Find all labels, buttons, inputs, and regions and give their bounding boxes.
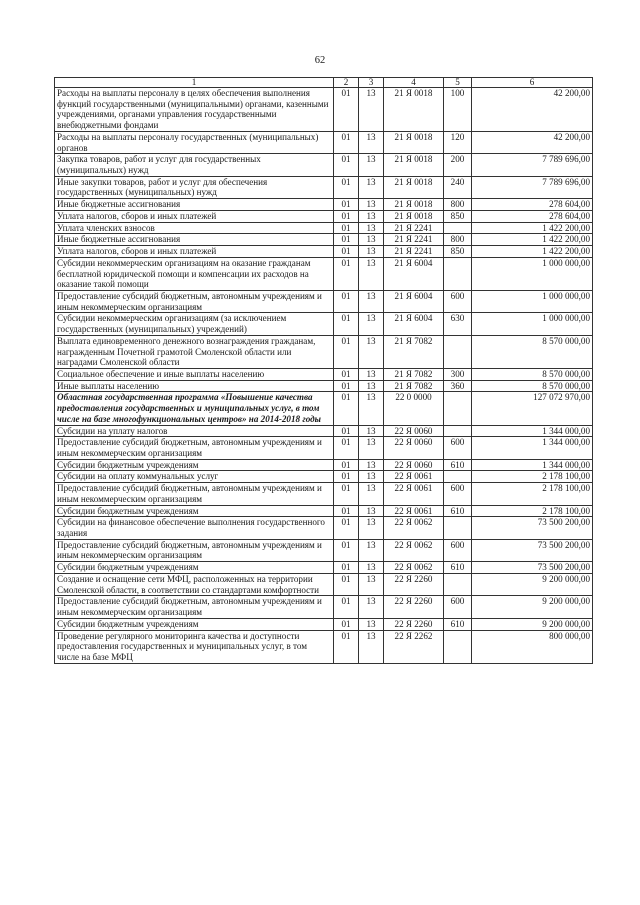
row-expense-type: 800	[444, 234, 472, 246]
row-target-article: 21 Я 0018	[384, 154, 444, 176]
table-row	[55, 539, 593, 561]
table-row	[55, 459, 593, 471]
row-subsection: 13	[359, 131, 384, 153]
table-row	[55, 630, 593, 663]
row-subsection: 13	[359, 257, 384, 290]
row-section: 01	[334, 88, 359, 132]
row-subsection: 13	[359, 210, 384, 222]
row-name: Субсидии на оплату коммунальных услуг	[55, 471, 334, 483]
row-amount: 8 570 000,00	[472, 380, 593, 392]
row-target-article: 22 Я 0061	[384, 471, 444, 483]
row-amount: 1 344 000,00	[472, 459, 593, 471]
row-subsection: 13	[359, 154, 384, 176]
row-amount: 9 200 000,00	[472, 618, 593, 630]
page-number: 62	[314, 55, 326, 66]
row-expense-type: 600	[444, 539, 472, 561]
row-amount: 1 000 000,00	[472, 313, 593, 335]
row-subsection: 13	[359, 234, 384, 246]
row-amount: 42 200,00	[472, 88, 593, 132]
row-name: Иные выплаты населению	[55, 380, 334, 392]
row-section: 01	[334, 505, 359, 517]
row-subsection: 13	[359, 313, 384, 335]
row-amount: 2 178 100,00	[472, 483, 593, 505]
row-target-article: 22 Я 2260	[384, 596, 444, 618]
row-expense-type	[444, 630, 472, 663]
row-target-article: 22 Я 0061	[384, 505, 444, 517]
row-subsection: 13	[359, 246, 384, 258]
row-amount: 42 200,00	[472, 131, 593, 153]
row-section: 01	[334, 234, 359, 246]
row-name: Расходы на выплаты персоналу государственных (муниципальных) органов	[55, 131, 334, 153]
row-name: Выплата единовременного денежного вознаграждения гражданам, награжденным Почетной грамотой Смоленской области или наградами Смоленской области	[55, 335, 334, 368]
row-name: Субсидии на финансовое обеспечение выполнения государственного задания	[55, 517, 334, 539]
row-amount: 9 200 000,00	[472, 573, 593, 595]
row-section: 01	[334, 471, 359, 483]
row-amount: 278 604,00	[472, 199, 593, 211]
row-target-article: 22 Я 0062	[384, 562, 444, 574]
row-expense-type: 120	[444, 131, 472, 153]
table-row	[55, 380, 593, 392]
row-subsection: 13	[359, 573, 384, 595]
row-section: 01	[334, 380, 359, 392]
row-expense-type: 600	[444, 290, 472, 312]
row-target-article: 22 Я 0061	[384, 483, 444, 505]
table-row	[55, 246, 593, 258]
row-amount: 7 789 696,00	[472, 176, 593, 198]
row-target-article: 22 Я 0060	[384, 459, 444, 471]
row-subsection: 13	[359, 425, 384, 437]
row-target-article: 21 Я 0018	[384, 176, 444, 198]
table-row	[55, 234, 593, 246]
row-amount: 1 422 200,00	[472, 246, 593, 258]
row-name: Проведение регулярного мониторинга качества и доступности предоставления государственных и муниципальных услуг, в том числе на базе МФЦ	[55, 630, 334, 663]
row-expense-type: 100	[444, 88, 472, 132]
row-subsection: 13	[359, 437, 384, 459]
row-target-article: 22 Я 0060	[384, 437, 444, 459]
row-name: Предоставление субсидий бюджетным, автономным учреждениям и иным некоммерческим организациям	[55, 539, 334, 561]
row-subsection: 13	[359, 539, 384, 561]
table-row	[55, 88, 593, 132]
table-row	[55, 290, 593, 312]
row-target-article: 21 Я 2241	[384, 222, 444, 234]
table-row	[55, 425, 593, 437]
row-amount: 1 000 000,00	[472, 290, 593, 312]
table-row	[55, 368, 593, 380]
row-section: 01	[334, 335, 359, 368]
row-name: Уплата налогов, сборов и иных платежей	[55, 210, 334, 222]
table-row	[55, 618, 593, 630]
row-expense-type	[444, 257, 472, 290]
row-amount: 1 344 000,00	[472, 425, 593, 437]
row-subsection: 13	[359, 176, 384, 198]
row-amount: 800 000,00	[472, 630, 593, 663]
row-section: 01	[334, 459, 359, 471]
row-expense-type: 610	[444, 618, 472, 630]
table-row	[55, 483, 593, 505]
row-name: Субсидии бюджетным учреждениям	[55, 459, 334, 471]
row-section: 01	[334, 313, 359, 335]
row-name: Иные бюджетные ассигнования	[55, 199, 334, 211]
row-expense-type: 850	[444, 210, 472, 222]
row-name: Субсидии бюджетным учреждениям	[55, 618, 334, 630]
row-amount: 2 178 100,00	[472, 505, 593, 517]
row-expense-type	[444, 392, 472, 425]
row-section: 01	[334, 246, 359, 258]
row-expense-type: 240	[444, 176, 472, 198]
row-amount: 8 570 000,00	[472, 335, 593, 368]
row-section: 01	[334, 483, 359, 505]
row-name: Субсидии некоммерческим организациям (за исключением государственных (муниципальных) учреждений)	[55, 313, 334, 335]
table-row	[55, 176, 593, 198]
row-section: 01	[334, 199, 359, 211]
row-name: Субсидии бюджетным учреждениям	[55, 505, 334, 517]
row-section: 01	[334, 131, 359, 153]
row-section: 01	[334, 630, 359, 663]
row-subsection: 13	[359, 505, 384, 517]
row-subsection: 13	[359, 459, 384, 471]
row-target-article: 22 0 0000	[384, 392, 444, 425]
row-expense-type: 360	[444, 380, 472, 392]
row-expense-type	[444, 471, 472, 483]
row-amount: 73 500 200,00	[472, 517, 593, 539]
table-row	[55, 154, 593, 176]
row-section: 01	[334, 222, 359, 234]
table-row	[55, 222, 593, 234]
row-target-article: 21 Я 6004	[384, 257, 444, 290]
row-target-article: 21 Я 7082	[384, 380, 444, 392]
row-amount: 1 422 200,00	[472, 234, 593, 246]
row-section: 01	[334, 517, 359, 539]
table-header	[55, 78, 593, 88]
row-expense-type	[444, 573, 472, 595]
row-target-article: 21 Я 2241	[384, 234, 444, 246]
row-section: 01	[334, 176, 359, 198]
table-row	[55, 437, 593, 459]
row-amount: 1 344 000,00	[472, 437, 593, 459]
table-row	[55, 392, 593, 425]
row-expense-type: 630	[444, 313, 472, 335]
table-row	[55, 573, 593, 595]
header-cell-target-article: 4	[384, 78, 444, 88]
row-target-article: 21 Я 0018	[384, 131, 444, 153]
row-name: Уплата налогов, сборов и иных платежей	[55, 246, 334, 258]
row-section: 01	[334, 618, 359, 630]
row-name: Предоставление субсидий бюджетным, автономным учреждениям и иным некоммерческим организациям	[55, 596, 334, 618]
row-target-article: 21 Я 6004	[384, 313, 444, 335]
row-amount: 7 789 696,00	[472, 154, 593, 176]
row-expense-type: 200	[444, 154, 472, 176]
row-target-article: 21 Я 7082	[384, 335, 444, 368]
row-expense-type: 850	[444, 246, 472, 258]
row-amount: 73 500 200,00	[472, 562, 593, 574]
row-section: 01	[334, 392, 359, 425]
row-name: Закупка товаров, работ и услуг для государственных (муниципальных) нужд	[55, 154, 334, 176]
row-name: Социальное обеспечение и иные выплаты населению	[55, 368, 334, 380]
row-target-article: 22 Я 2260	[384, 618, 444, 630]
row-target-article: 21 Я 0018	[384, 210, 444, 222]
row-target-article: 21 Я 6004	[384, 290, 444, 312]
table-row	[55, 517, 593, 539]
row-amount: 73 500 200,00	[472, 539, 593, 561]
row-subsection: 13	[359, 335, 384, 368]
row-target-article: 21 Я 7082	[384, 368, 444, 380]
row-subsection: 13	[359, 517, 384, 539]
row-subsection: 13	[359, 483, 384, 505]
row-section: 01	[334, 257, 359, 290]
row-expense-type	[444, 425, 472, 437]
row-expense-type	[444, 335, 472, 368]
row-name: Субсидии некоммерческим организациям на оказание гражданам бесплатной юридической помощи и компенсации их расходов на оказание такой помощи	[55, 257, 334, 290]
row-section: 01	[334, 539, 359, 561]
row-amount: 2 178 100,00	[472, 471, 593, 483]
row-subsection: 13	[359, 618, 384, 630]
header-cell-amount: 6	[472, 78, 593, 88]
row-subsection: 13	[359, 368, 384, 380]
row-section: 01	[334, 596, 359, 618]
header-cell-name: 1	[55, 78, 334, 88]
table-body	[55, 88, 593, 664]
row-expense-type: 610	[444, 505, 472, 517]
row-subsection: 13	[359, 290, 384, 312]
table-row	[55, 596, 593, 618]
row-subsection: 13	[359, 392, 384, 425]
table-row	[55, 562, 593, 574]
row-target-article: 22 Я 0062	[384, 539, 444, 561]
row-target-article: 22 Я 0060	[384, 425, 444, 437]
row-name: Расходы на выплаты персоналу в целях обеспечения выполнения функций государственными (муниципальными) органами, казенными учреждениями, органами управления государственными внебюджетными фондами	[55, 88, 334, 132]
row-target-article: 21 Я 0018	[384, 88, 444, 132]
row-amount: 127 072 970,00	[472, 392, 593, 425]
row-name: Иные закупки товаров, работ и услуг для обеспечения государственных (муниципальных) нужд	[55, 176, 334, 198]
row-expense-type: 610	[444, 459, 472, 471]
row-amount: 8 570 000,00	[472, 368, 593, 380]
header-cell-subsection: 3	[359, 78, 384, 88]
row-expense-type: 600	[444, 596, 472, 618]
budget-table	[54, 77, 593, 664]
row-section: 01	[334, 210, 359, 222]
row-expense-type: 300	[444, 368, 472, 380]
row-section: 01	[334, 562, 359, 574]
row-subsection: 13	[359, 630, 384, 663]
header-cell-section: 2	[334, 78, 359, 88]
table-row	[55, 335, 593, 368]
row-expense-type: 600	[444, 483, 472, 505]
row-name: Предоставление субсидий бюджетным, автономным учреждениям и иным некоммерческим организациям	[55, 290, 334, 312]
row-amount: 9 200 000,00	[472, 596, 593, 618]
row-name: Уплата членских взносов	[55, 222, 334, 234]
row-section: 01	[334, 573, 359, 595]
row-section: 01	[334, 368, 359, 380]
row-name: Создание и оснащение сети МФЦ, расположенных на территории Смоленской области, в соответствии со стандартами комфортности	[55, 573, 334, 595]
row-target-article: 22 Я 0062	[384, 517, 444, 539]
row-expense-type: 600	[444, 437, 472, 459]
table-row	[55, 505, 593, 517]
table-row	[55, 131, 593, 153]
row-expense-type: 610	[444, 562, 472, 574]
row-name: Предоставление субсидий бюджетным, автономным учреждениям и иным некоммерческим организациям	[55, 483, 334, 505]
header-row	[55, 78, 593, 88]
row-name: Предоставление субсидий бюджетным, автономным учреждениям и иным некоммерческим организациям	[55, 437, 334, 459]
row-subsection: 13	[359, 222, 384, 234]
row-amount: 1 422 200,00	[472, 222, 593, 234]
row-section: 01	[334, 290, 359, 312]
row-section: 01	[334, 425, 359, 437]
row-target-article: 22 Я 2262	[384, 630, 444, 663]
row-subsection: 13	[359, 596, 384, 618]
row-section: 01	[334, 154, 359, 176]
table-row	[55, 313, 593, 335]
row-section: 01	[334, 437, 359, 459]
row-expense-type	[444, 222, 472, 234]
row-name: Субсидии бюджетным учреждениям	[55, 562, 334, 574]
row-subsection: 13	[359, 199, 384, 211]
row-subsection: 13	[359, 380, 384, 392]
row-amount: 1 000 000,00	[472, 257, 593, 290]
row-target-article: 22 Я 2260	[384, 573, 444, 595]
table-row	[55, 257, 593, 290]
table-row	[55, 210, 593, 222]
row-target-article: 21 Я 2241	[384, 246, 444, 258]
row-subsection: 13	[359, 471, 384, 483]
row-amount: 278 604,00	[472, 210, 593, 222]
row-target-article: 21 Я 0018	[384, 199, 444, 211]
row-name: Иные бюджетные ассигнования	[55, 234, 334, 246]
row-expense-type	[444, 517, 472, 539]
row-name: Областная государственная программа «Повышение качества предоставления государственных и муниципальных услуг, в том числе на базе многофункциональных центров» на 2014-2018 годы	[55, 392, 334, 425]
row-subsection: 13	[359, 88, 384, 132]
row-subsection: 13	[359, 562, 384, 574]
header-cell-expense-type: 5	[444, 78, 472, 88]
row-name: Субсидии на уплату налогов	[55, 425, 334, 437]
table-row	[55, 199, 593, 211]
row-expense-type: 800	[444, 199, 472, 211]
table-row	[55, 471, 593, 483]
